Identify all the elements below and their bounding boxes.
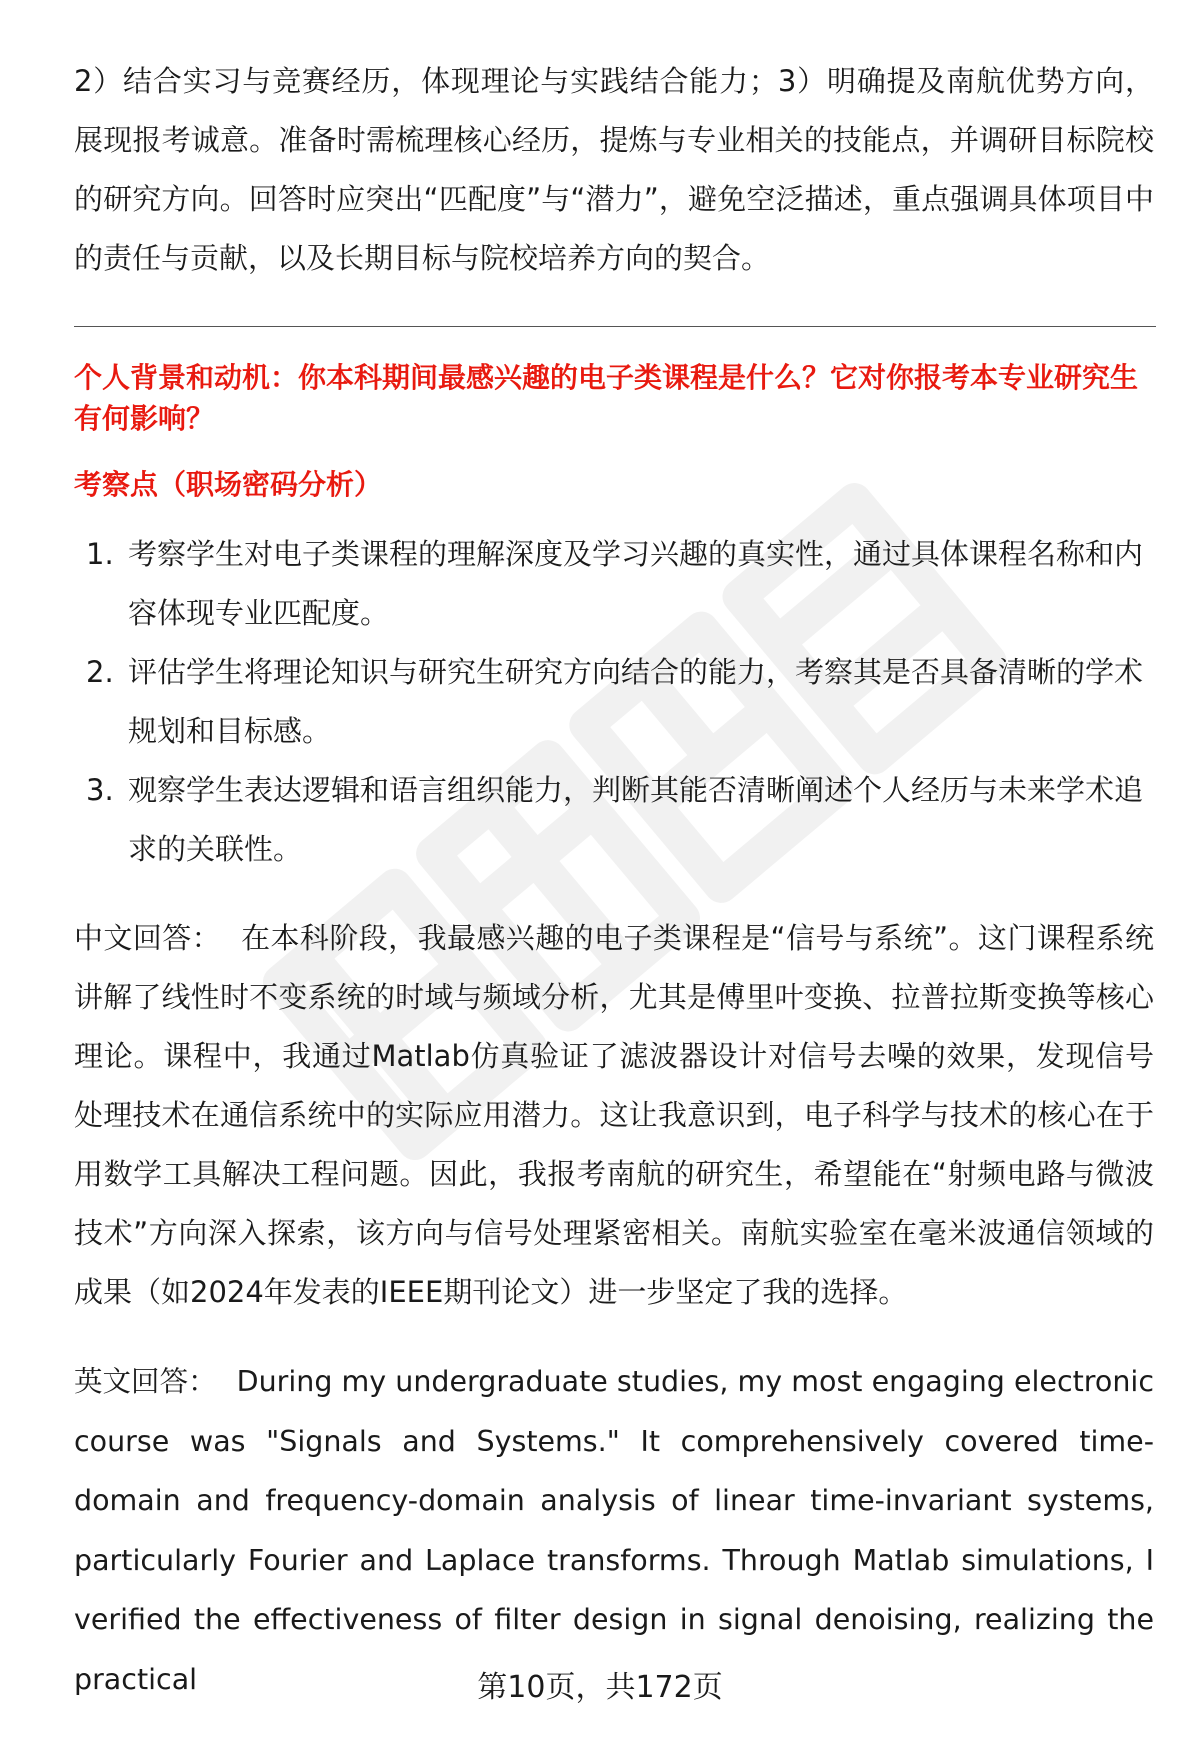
english-answer-label: 英文回答：: [74, 1365, 217, 1398]
intro-paragraph: 2）结合实习与竞赛经历，体现理论与实践结合能力；3）明确提及南航优势方向，展现报考诚意。准备时需梳理核心经历，提炼与专业相关的技能点，并调研目标院校的研究方向。回答时应突出“匹配度”与“潜力”，避免空泛描述，重点强调具体项目中的责任与贡献，以及长期目标与院校培养方向的契合。: [74, 64, 1154, 275]
point-text: 考察学生对电子类课程的理解深度及学习兴趣的真实性，通过具体课程名称和内容体现专业匹配度。: [128, 537, 1144, 630]
point-text: 评估学生将理论知识与研究生研究方向结合的能力，考察其是否具备清晰的学术规划和目标感。: [128, 655, 1144, 748]
assessment-point: [74, 525, 1154, 643]
page-footer: 第10页，共172页: [477, 1670, 723, 1705]
assessment-point: [74, 643, 1154, 761]
assessment-point: [74, 761, 1154, 879]
section-divider: [74, 326, 1156, 327]
point-number: 2.: [86, 655, 114, 689]
page-content: [74, 52, 1154, 1709]
point-number: 3.: [86, 773, 114, 807]
chinese-answer: [74, 909, 1154, 1322]
question-heading: 个人背景和动机：你本科期间最感兴趣的电子类课程是什么？它对你报考本专业研究生有何影响？: [74, 361, 1139, 435]
point-number: 1.: [86, 537, 114, 571]
english-answer: [74, 1352, 1154, 1709]
assessment-list: [74, 525, 1154, 879]
chinese-answer-text: 在本科阶段，我最感兴趣的电子类课程是“信号与系统”。这门课程系统讲解了线性时不变系统的时域与频域分析，尤其是傅里叶变换、拉普拉斯变换等核心理论。课程中，我通过Matlab仿真验证了滤波器设计对信号去噪的效果，发现信号处理技术在通信系统中的实际应用潜力。这让我意识到，电子科学与技术的核心在于用数学工具解决工程问题。因此，我报考南航的研究生，希望能在“射频电路与微波技术”方向深入探索，该方向与信号处理紧密相关。南航实验室在毫米波通信领域的成果（如2024年发表的IEEE期刊论文）进一步坚定了我的选择。: [74, 921, 1154, 1309]
assessment-heading: 考察点（职场密码分析）: [74, 468, 383, 501]
point-text: 观察学生表达逻辑和语言组织能力，判断其能否清晰阐述个人经历与未来学术追求的关联性。: [128, 773, 1144, 866]
chinese-answer-label: 中文回答：: [74, 921, 222, 955]
english-answer-text: During my undergraduate studies, my most engaging electronic course was "Signals and Systems." It comprehensively covered time-domain and frequency-domain analysis of linear time-invariant systems, particularly Fourier and Laplace transforms. Through Matlab simulations, I verified the effectiveness of filter design in signal denoising, realizing the practical: [74, 1365, 1154, 1696]
